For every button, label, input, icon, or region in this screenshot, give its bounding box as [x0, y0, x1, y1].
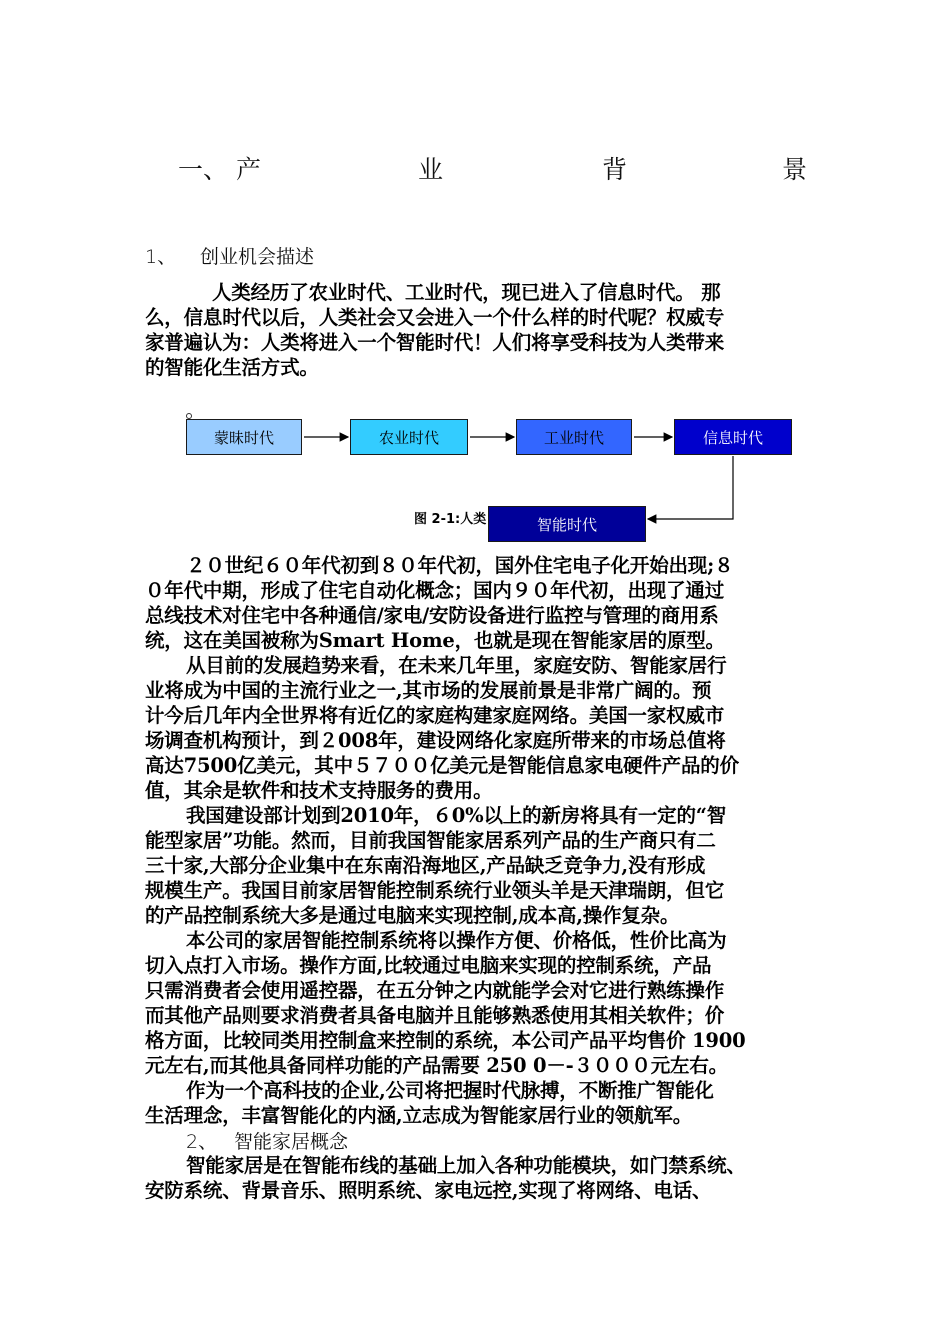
- para3-line: 场调查机构预计，到２008年，建设网络化家庭所带来的市场总值将: [145, 729, 726, 752]
- para4-line: 的产品控制系统大多是通过电脑来实现控制,成本高,操作复杂。: [145, 904, 680, 927]
- era-flow-diagram: [0, 400, 950, 560]
- para6-line: 生活理念，丰富智能化的内涵,立志成为智能家居行业的领航军。: [145, 1104, 692, 1127]
- para4-line: 三十家,大部分企业集中在东南沿海地区,产品缺乏竞争力,没有形成: [145, 854, 706, 877]
- para5-line: 本公司的家居智能控制系统将以操作方便、价格低，性价比高为: [186, 929, 727, 952]
- para7-line: 安防系统、背景音乐、照明系统、家电远控,实现了将网络、电话、: [145, 1179, 712, 1202]
- section-1-number: 1、: [145, 246, 177, 268]
- para2-line: ０年代中期，形成了住宅自动化概念；国内９０年代初，出现了通过: [145, 579, 725, 602]
- para5-line: 而其他产品则要求消费者具备电脑并且能够熟悉使用其相关软件；价: [145, 1004, 725, 1027]
- para1-line: 人类经历了农业时代、工业时代，现已进入了信息时代。 那: [212, 281, 721, 304]
- para3-line: 计今后几年内全世界将有近亿的家庭构建家庭网络。美国一家权威市: [145, 704, 725, 727]
- para3-line: 高达7500亿美元，其中５７００亿美元是智能信息家电硬件产品的价: [145, 754, 739, 777]
- box-label: 信息时代: [702, 428, 763, 447]
- para4-line: 我国建设部计划到2010年，６0%以上的新房将具有一定的“智: [186, 804, 727, 827]
- para3-line: 业将成为中国的主流行业之一,其市场的发展前景是非常广阔的。预: [145, 679, 712, 702]
- section-1-title: 创业机会描述: [200, 246, 315, 268]
- para1-line: 的智能化生活方式。: [145, 356, 319, 379]
- para2-line: ２０世纪６０年代初到８０年代初，国外住宅电子化开始出现;８: [186, 554, 734, 577]
- para4-line: 规模生产。我国目前家居智能控制系统行业领头羊是天津瑞朗，但它: [145, 879, 725, 902]
- para2-line: 统，这在美国被称为Smart Home，也就是现在智能家居的原型。: [145, 629, 725, 652]
- para5-line: 切入点打入市场。操作方面,比较通过电脑来实现的控制系统，产品: [145, 954, 712, 977]
- figure-caption: 图 2-1:人类: [414, 512, 487, 527]
- para5-line: 只需消费者会使用遥控器，在五分钟之内就能学会对它进行熟练操作: [145, 979, 725, 1002]
- box-label: 工业时代: [543, 428, 604, 447]
- heading-char: 背: [602, 155, 628, 184]
- chapter-heading: [178, 150, 808, 184]
- arrow-4: [648, 456, 733, 519]
- section-2-title: 智能家居概念: [234, 1131, 349, 1153]
- para6-line: 作为一个高科技的企业,公司将把握时代脉搏，不断推广智能化: [186, 1079, 714, 1102]
- para1-line: 家普遍认为：人类将进入一个智能时代！人们将享受科技为人类带来: [145, 331, 725, 354]
- box-label: 蒙昧时代: [213, 428, 274, 447]
- box-label: 智能时代: [536, 515, 597, 534]
- para7-line: 智能家居是在智能布线的基础上加入各种功能模块，如门禁系统、: [186, 1154, 746, 1177]
- para5-line: 元左右,而其他具备同样功能的产品需要 250 0－-３０００元左右。: [145, 1054, 728, 1077]
- flow-arrows: [0, 400, 950, 560]
- para1-line: 么，信息时代以后，人类社会又会进入一个什么样的时代呢？权威专: [145, 306, 725, 329]
- box-label: 农业时代: [378, 428, 439, 447]
- para4-line: 能型家居”功能。然而，目前我国智能家居系列产品的生产商只有二: [145, 829, 716, 852]
- heading-char: 景: [782, 155, 808, 184]
- para2-line: 总线技术对住宅中各种通信/家电/安防设备进行监控与管理的商用系: [145, 604, 719, 627]
- heading-char: 一、 产: [178, 155, 261, 184]
- heading-char: 业: [418, 155, 444, 184]
- section-2-number: 2、: [186, 1131, 218, 1153]
- para3-line: 从目前的发展趋势来看，在未来几年里，家庭安防、智能家居行: [186, 654, 727, 677]
- para5-line: 格方面，比较同类用控制盒来控制的系统，本公司产品平均售价 1900: [145, 1029, 746, 1052]
- para3-line: 值，其余是软件和技术支持服务的费用。: [145, 779, 493, 802]
